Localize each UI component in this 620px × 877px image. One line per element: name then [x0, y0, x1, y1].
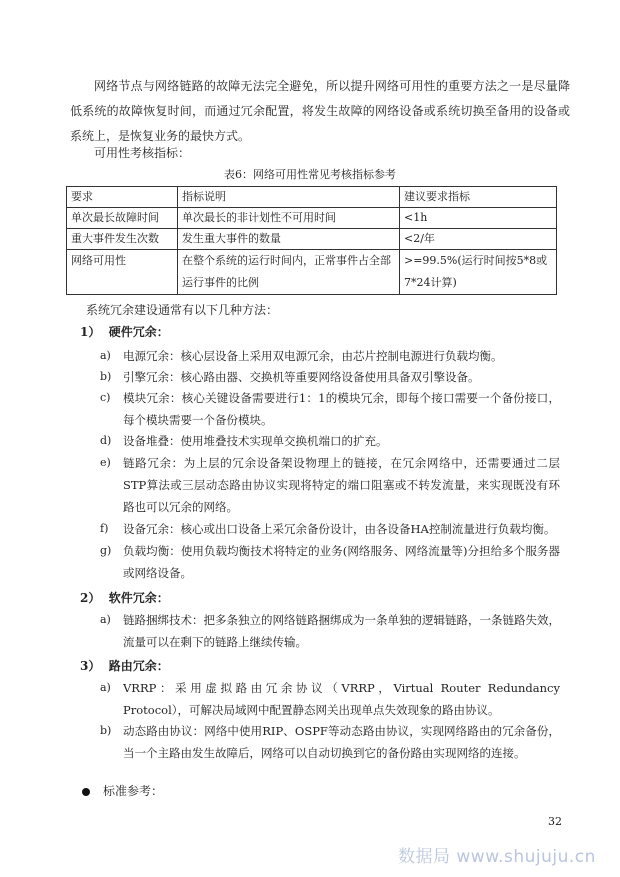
standard-reference-label: 标准参考：	[103, 784, 164, 798]
section-heading-software	[80, 589, 169, 606]
table-row	[67, 250, 557, 295]
list-item	[100, 677, 560, 721]
item-marker: b)	[100, 724, 112, 737]
item-marker: a)	[100, 681, 111, 694]
item-text: 电源冗余：核心层设备上采用双电源冗余，由芯片控制电源进行负载均衡。	[123, 349, 503, 363]
methods-intro: 系统冗余建设通常有以下几种方法：	[86, 303, 279, 317]
item-text: 链路捆绑技术：把多条独立的网络链路捆绑成为一条单独的逻辑链路，一条链路失效，流量可以在剩下的链路上继续传输。	[123, 613, 560, 649]
list-item	[100, 609, 560, 653]
item-text: 动态路由协议：网络中使用RIP、OSPF等动态路由协议，实现网络路由的冗余备份，当一个主路由发生故障后，网络可以自动切换到它的备份路由实现网络的连接。	[123, 724, 560, 760]
intro-paragraph: 网络节点与网络链路的故障无法完全避免，所以提升网络可用性的重要方法之一是尽量降低系统的故障恢复时间，而通过冗余配置，将发生故障的网络设备或系统切换至备用的设备或系统上，是恢复业务的最快方式。	[70, 79, 570, 143]
section-number: 2）	[80, 591, 101, 605]
list-item	[100, 366, 560, 388]
item-text: VRRP：采用虚拟路由冗余协议（VRRP，Virtual Router Redundancy Protocol），可解决局域网中配置静态网关出现单点失效现象的路由协议。	[123, 681, 560, 717]
list-item	[100, 387, 560, 431]
item-marker: f)	[100, 522, 109, 535]
list-item	[100, 345, 560, 367]
bullet-icon	[82, 788, 90, 796]
table-header-cell: 指标说明	[178, 187, 400, 208]
item-text: 链路冗余：为上层的冗余设备架设物理上的链接，在冗余网络中，还需要通过二层STP算法或三层动态路由协议实现将特定的端口阻塞或不转发流量，来实现既没有环路也可以冗余的网络。	[123, 456, 560, 514]
table-cell: <1h	[400, 208, 557, 229]
item-marker: g)	[100, 544, 112, 557]
section-title: 硬件冗余：	[108, 325, 169, 339]
item-text: 引擎冗余：核心路由器、交换机等重要网络设备使用具备双引擎设备。	[123, 370, 480, 384]
item-marker: e)	[100, 456, 111, 469]
table-header-cell: 建议要求指标	[400, 187, 557, 208]
table-header-row	[67, 187, 557, 208]
section-title: 路由冗余：	[108, 659, 169, 673]
section-heading-routing	[80, 657, 169, 674]
section-number: 3）	[80, 659, 101, 673]
item-text: 设备冗余：核心或出口设备上采冗余备份设计，由各设备HA控制流量进行负载均衡。	[123, 522, 556, 536]
item-marker: b)	[100, 370, 112, 383]
table-row	[67, 208, 557, 229]
item-marker: d)	[100, 434, 112, 447]
list-item	[100, 720, 560, 764]
table-header-cell: 要求	[67, 187, 178, 208]
availability-kpi-table	[66, 186, 557, 295]
watermark: 数据局 www.shujuju.cn	[398, 847, 596, 867]
table-cell: 单次最长故障时间	[67, 208, 178, 229]
list-item	[100, 540, 560, 584]
item-marker: a)	[100, 613, 111, 626]
table-row	[67, 229, 557, 250]
list-item	[100, 430, 560, 452]
list-item	[100, 518, 560, 540]
item-text: 设备堆叠：使用堆叠技术实现单交换机端口的扩充。	[123, 434, 388, 448]
item-text: 模块冗余：核心关键设备需要进行1：1的模块冗余，即每个接口需要一个备份接口，每个模块需要一个备份模块。	[123, 391, 560, 427]
kpi-label: 可用性考核指标：	[94, 146, 191, 160]
section-heading-hardware	[80, 323, 169, 340]
table-cell: 重大事件发生次数	[67, 229, 178, 250]
page-number: 32	[548, 815, 562, 828]
table-cell: <2/年	[400, 229, 557, 250]
table-cell: >=99.5%(运行时间按5*8或7*24计算)	[400, 250, 557, 295]
table-cell: 网络可用性	[67, 250, 178, 295]
table-cell: 单次最长的非计划性不可用时间	[178, 208, 400, 229]
table-caption: 表6：网络可用性常见考核指标参考	[224, 168, 396, 181]
table-cell: 发生重大事件的数量	[178, 229, 400, 250]
section-number: 1）	[80, 325, 101, 339]
item-marker: a)	[100, 349, 111, 362]
section-title: 软件冗余：	[108, 591, 169, 605]
table-cell: 在整个系统的运行时间内，正常事件占全部运行事件的比例	[178, 250, 400, 295]
list-item	[100, 452, 560, 518]
item-text: 负载均衡：使用负载均衡技术将特定的业务(网络服务、网络流量等)分担给多个服务器或网络设备。	[123, 544, 560, 580]
item-marker: c)	[100, 391, 111, 404]
